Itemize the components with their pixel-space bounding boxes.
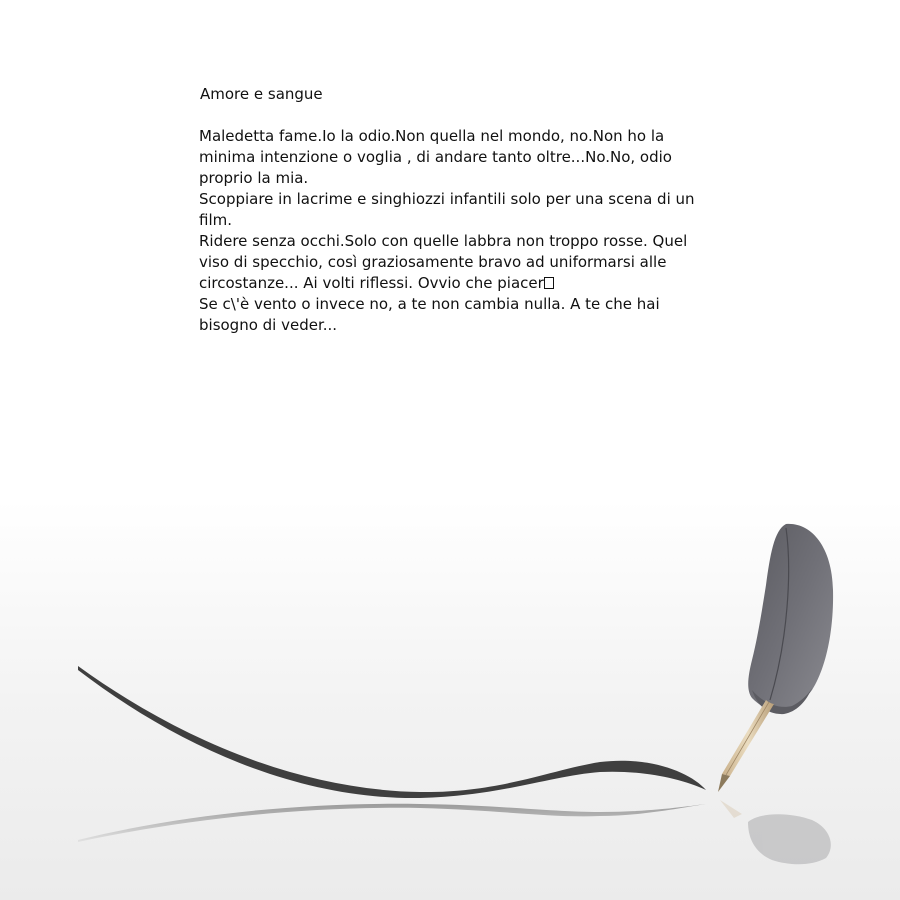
poem-title: Amore e sangue	[200, 85, 323, 103]
ink-stroke-reflection-icon	[78, 804, 706, 842]
feather-icon	[748, 524, 833, 712]
poem-line-2: Scoppiare in lacrime e singhiozzi infantili solo per una scena di un film.	[199, 190, 695, 229]
poem-line-3-text: Ridere senza occhi.Solo con quelle labbra non troppo rosse. Quel viso di specchio, così graziosamente bravo ad uniformarsi alle circostanze... Ai volti riflessi. Ovvio che piacer	[199, 232, 688, 292]
feather-reflection-icon	[720, 800, 831, 864]
poem-line-4: Se c\'è vento o invece no, a te non cambia nulla. A te che hai bisogno di veder...	[199, 295, 660, 334]
poem-line-1: Maledetta fame.Io la odio.Non quella nel mondo, no.Non ho la minima intenzione o voglia , di andare tanto oltre...No.No, odio proprio la mia.	[199, 127, 672, 187]
ink-stroke-icon	[78, 666, 706, 798]
